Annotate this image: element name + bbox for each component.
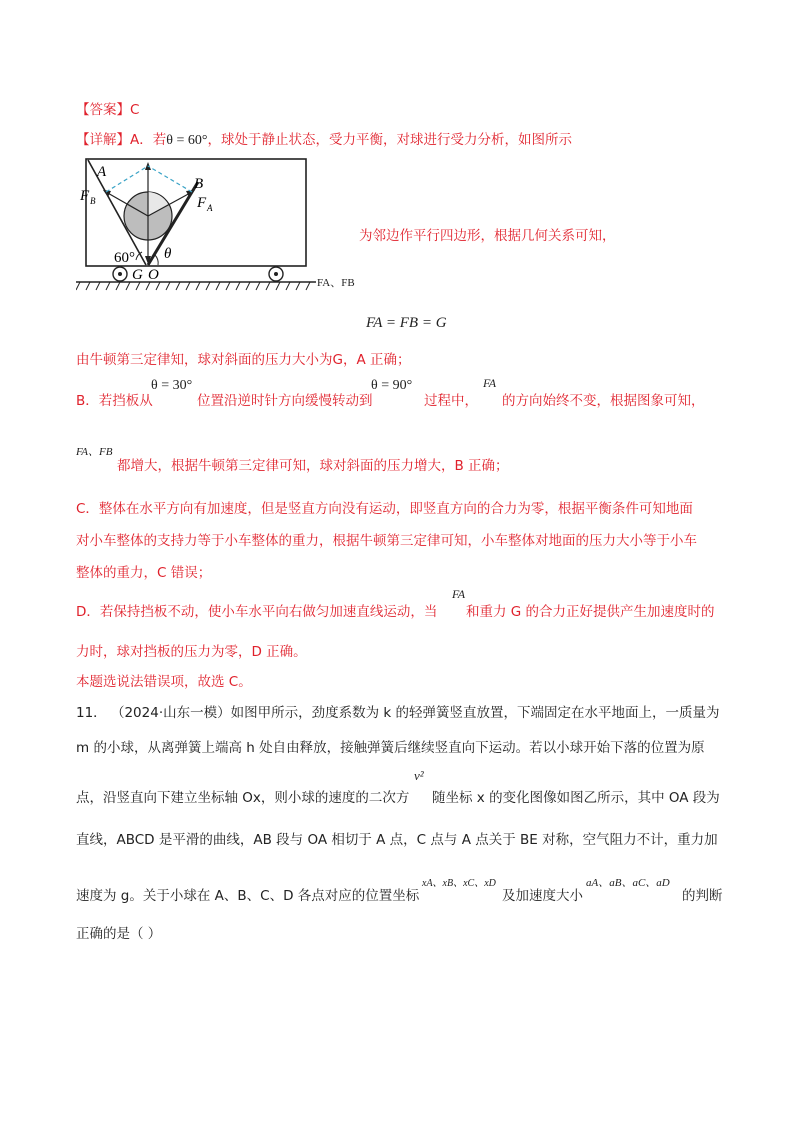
force-diagram [76,152,336,294]
label-FA-sub: A [207,203,213,213]
detail-d-end: 和重力 G 的合力正好提供产生加速度时的 [466,604,715,620]
label-FB: F [80,188,90,204]
detail-b-start: B．若挡板从 [76,393,153,409]
label-O: O [148,267,159,283]
answer-prefix: 【答案】 [76,102,130,118]
detail-a-eq: FA = FB = G [366,315,447,331]
q11-line1: 11． （2024·山东一模）如图甲所示，劲度系数为 k 的轻弹簧竖直放置，下端固定在水平地面上，一质量为 [76,705,720,721]
label-FA: F [197,195,207,211]
q11-line2: m 的小球，从离弹簧上端高 h 处自由释放，接触弹簧后继续竖直向下运动。若以小球开始下落的位置为原 [76,740,705,756]
answer-line [76,98,139,118]
q11-line3b: 随坐标 x 的变化图像如图乙所示，其中 OA 段为 [432,790,720,806]
answer-value: C [130,102,140,118]
detail-a-text: ，球处于静止状态，受力平衡，对球进行受力分析，如图所示 [207,132,572,148]
label-A: A [97,164,107,180]
detail-d-fa: FA [452,587,466,601]
label-angle60: 60° [114,250,135,266]
detail-c-line3: 整体的重力，C 错误； [76,565,212,581]
label-B: B [194,176,204,192]
detail-b-text2: 都增大，根据牛顿第三定律可知，球对斜面的压力增大，B 正确； [117,458,509,474]
q11-line5a: 速度为 g。关于小球在 A、B、C、D 各点对应的位置坐标 [76,888,420,904]
q11-line5c: 的判断 [682,888,723,904]
detail-b-end: 的方向始终不变，根据图象可知， [502,393,705,409]
detail-b-cond2: θ = 90° [371,378,413,393]
q11-line6: 正确的是（ ） [76,926,162,942]
detail-a-forces: FA、FB [317,277,355,289]
label-G: G [132,267,143,283]
detail-d-start: D．若保持挡板不动，使小车水平向右做匀加速直线运动，当 [76,604,438,620]
detail-c-line2: 对小车整体的支持力等于小车整体的重力，根据牛顿第三定律可知，小车整体对地面的压力大小等于小车 [76,533,697,549]
detail-conclusion: 本题选说法错误项，故选 C。 [76,674,252,690]
detail-a-text2: 为邻边作平行四边形，根据几何关系可知， [359,228,616,244]
q11-line3a: 点，沿竖直向下建立坐标轴 Ox，则小球的速度的二次方 [76,790,410,806]
detail-b-mid2: 过程中， [424,393,478,409]
detail-a-text3: 由牛顿第三定律知，球对斜面的压力大小为G，A 正确； [76,352,411,368]
label-theta: θ [164,246,172,262]
detail-b-mid: 位置沿逆时针方向缓慢转动到 [197,393,373,409]
detail-b-forces: FA、FB [76,446,113,458]
q11-line4: 直线，ABCD 是平滑的曲线，AB 段与 OA 相切于 A 点，C 点与 A 点关于 BE 对称，空气阻力不计，重力加 [76,832,718,848]
detail-prefix: 【详解】 [76,132,130,148]
detail-c-line1: C．整体在水平方向有加速度，但是竖直方向没有运动，即竖直方向的合力为零，根据平衡条件可知地面 [76,501,693,517]
q11-as: aA、aB、aC、aD [586,877,670,889]
label-FB-sub: B [90,196,96,206]
detail-b-cond1: θ = 30° [151,378,193,393]
q11-line5b: 及加速度大小 [502,888,583,904]
detail-a-start: A．若 [130,132,167,148]
detail-b-fa: FA [483,376,497,390]
detail-a-line [76,128,572,149]
q11-v2: v² [414,768,424,783]
detail-a-cond: θ = 60° [166,133,208,148]
detail-d-line2: 力时，球对挡板的压力为零，D 正确。 [76,644,307,660]
q11-xs: xA、xB、xC、xD [422,878,496,889]
